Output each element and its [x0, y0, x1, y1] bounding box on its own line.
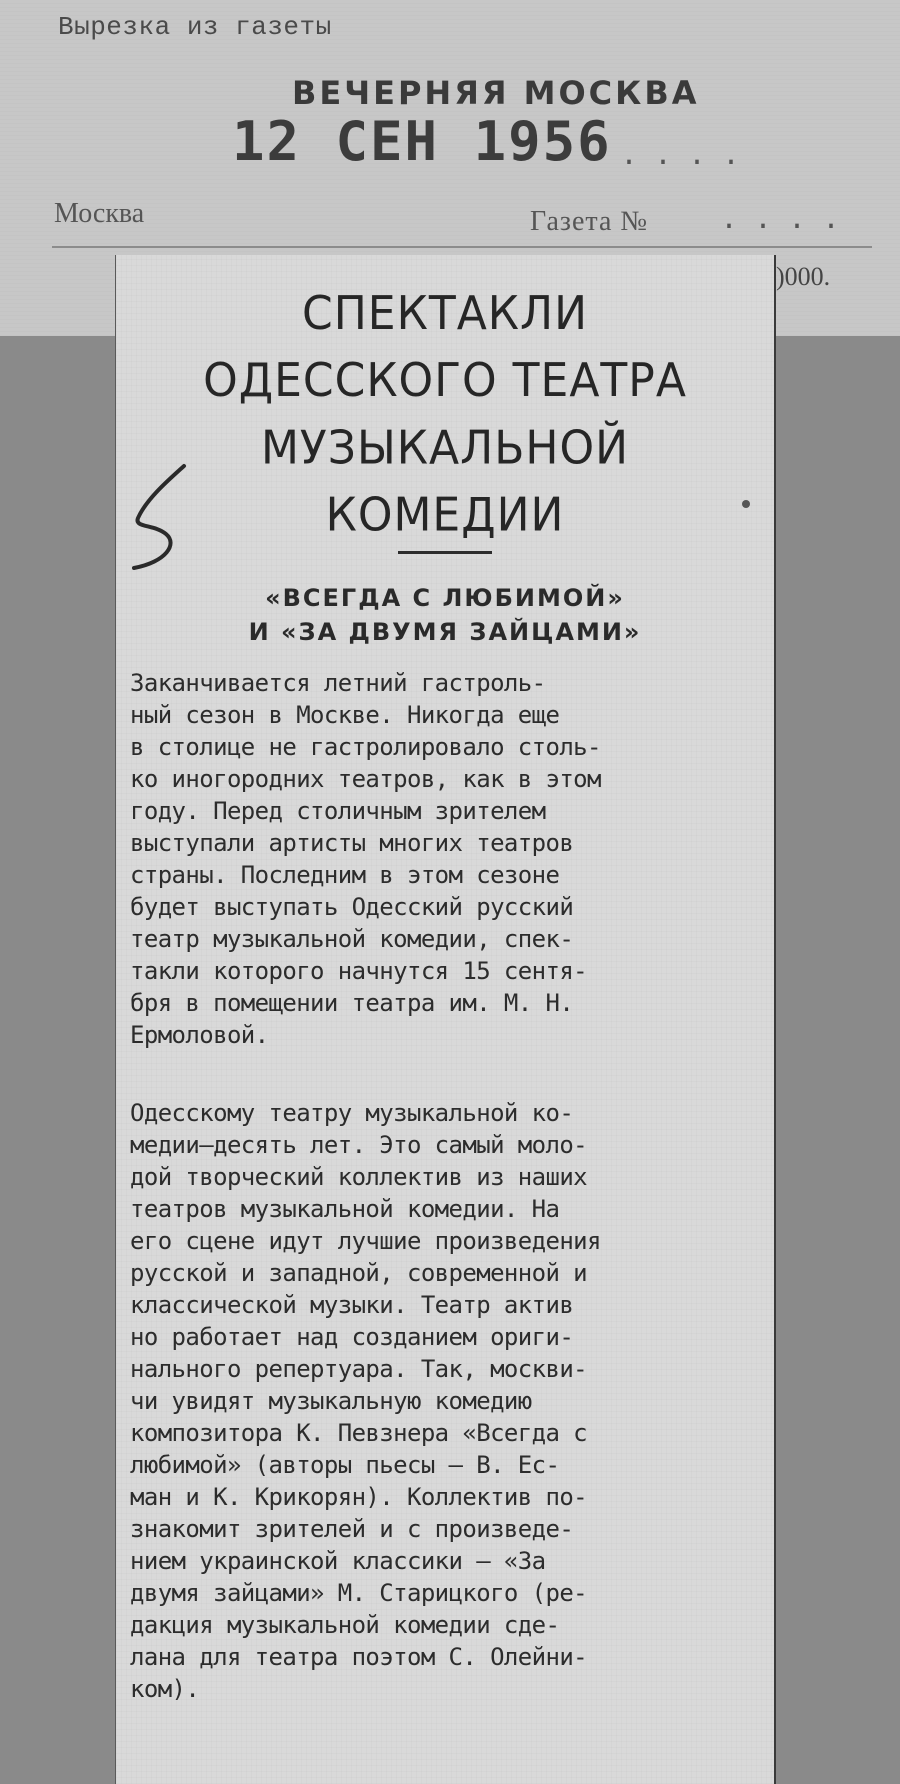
form-header: Вырезка из газеты	[58, 12, 332, 42]
gazeta-number-dots: ....	[720, 204, 857, 238]
article-paragraph-1: Заканчивается летний гастроль- ный сезон в Москве. Никогда еще в столице не гастролировало столь- ко иногородних театров, как в этом году. Перед столичным зрителем выступали артисты многих театров страны. Последним в этом сезоне будет выступать Одесский русский театр музыкальной комедии, спек- такли которого начнутся 15 сентя- бря в помещении театра им. М. Н. Ермоловой.	[130, 669, 601, 1049]
form-divider	[52, 246, 872, 248]
article-subheading: «ВСЕГДА С ЛЮБИМОЙ» И «ЗА ДВУМЯ ЗАЙЦАМИ»	[248, 584, 642, 646]
pin-hole-icon	[742, 500, 750, 508]
headline-divider	[398, 551, 492, 554]
edge-number: )000.	[776, 262, 831, 291]
newspaper-clipping	[116, 255, 774, 1784]
date-stamp: 12 СЕН 1956	[232, 110, 612, 173]
city-label: Москва	[54, 198, 145, 229]
article-paragraph-2: Одесскому театру музыкальной ко- медии—десять лет. Это самый моло- дой творческий коллектив из наших театров музыкальной комедии. На его сцене идут лучшие произведения русской и западной, современной и классической музыки. Театр актив но работает над созданием ориги- нального репертуара. Так, москви- чи увидят музыкальную комедию композитора К. Певзнера «Всегда с любимой» (авторы пьесы — В. Ес- ман и К. Крикорян). Коллектив по- знакомит зрителей и с произведе- нием украинской классики — «За двумя зайцами» М. Старицкого (ре- дакция музыкальной комедии сде- лана для театра поэтом С. Олейни- ком).	[130, 1099, 601, 1703]
article-headline: СПЕКТАКЛИ ОДЕССКОГО ТЕАТРА МУЗЫКАЛЬНОЙ КОМЕДИИ	[203, 286, 687, 543]
date-dots: ....	[620, 140, 757, 174]
newspaper-name: ВЕЧЕРНЯЯ МОСКВА	[292, 74, 700, 112]
pencil-mark-icon	[126, 456, 196, 576]
gazeta-number-label: Газета №	[530, 206, 649, 237]
